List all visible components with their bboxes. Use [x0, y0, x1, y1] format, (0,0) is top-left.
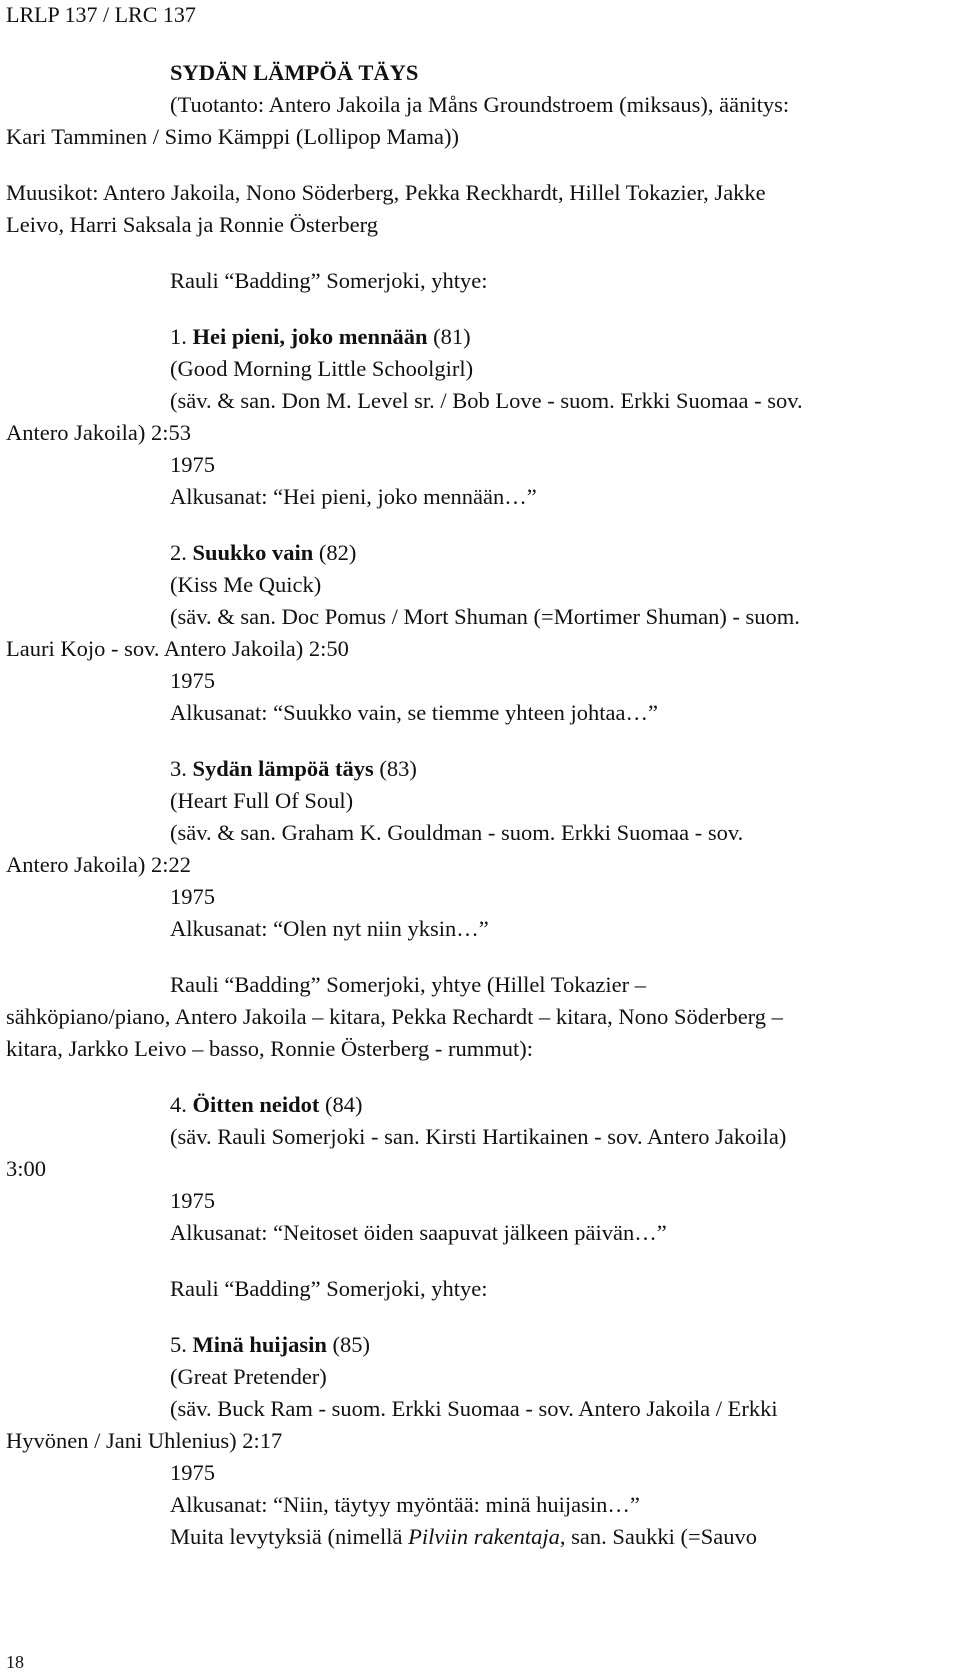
track-3-credits-1: (säv. & san. Graham K. Gouldman - suom. Erkki Suomaa - sov.	[170, 820, 744, 845]
track-2-lyrics: Alkusanat: “Suukko vain, se tiemme yhteen johtaa…”	[170, 700, 659, 725]
track-5-lyrics: Alkusanat: “Niin, täytyy myöntää: minä huijasin…”	[170, 1492, 640, 1517]
track-5-credits-1: (säv. Buck Ram - suom. Erkki Suomaa - sov. Antero Jakoila / Erkki	[170, 1396, 778, 1421]
production-line-2: Kari Tamminen / Simo Kämppi (Lollipop Mama))	[6, 124, 459, 149]
band-credit-line-3: kitara, Jarkko Leivo – basso, Ronnie Österberg - rummut):	[6, 1036, 533, 1061]
track-1-original: (Good Morning Little Schoolgirl)	[170, 356, 474, 381]
track-5-year: 1975	[170, 1460, 215, 1485]
track-4-lyrics: Alkusanat: “Neitoset öiden saapuvat jälkeen päivän…”	[170, 1220, 667, 1245]
track-2-heading: 2. Suukko vain (82)	[170, 540, 357, 565]
track-2-title: Suukko vain	[192, 540, 314, 565]
track-1-title: Hei pieni, joko mennään	[192, 324, 428, 349]
track-5-credits-2: Hyvönen / Jani Uhlenius) 2:17	[6, 1428, 283, 1453]
track-4-credits-1: (säv. Rauli Somerjoki - san. Kirsti Hartikainen - sov. Antero Jakoila)	[170, 1124, 787, 1149]
track-2-original: (Kiss Me Quick)	[170, 572, 322, 597]
artist-credit: Rauli “Badding” Somerjoki, yhtye:	[170, 268, 488, 293]
track-4-year: 1975	[170, 1188, 215, 1213]
alt-title: Pilviin rakentaja	[408, 1524, 560, 1549]
track-5-other-recordings: Muita levytyksiä (nimellä Pilviin rakentaja, san. Saukki (=Sauvo	[170, 1524, 757, 1549]
track-4-heading: 4. Öitten neidot (84)	[170, 1092, 363, 1117]
production-line-1: (Tuotanto: Antero Jakoila ja Måns Groundstroem (miksaus), äänitys:	[170, 92, 790, 117]
musicians-line-1: Muusikot: Antero Jakoila, Nono Söderberg, Pekka Reckhardt, Hillel Tokazier, Jakke	[6, 180, 766, 205]
track-3-original: (Heart Full Of Soul)	[170, 788, 354, 813]
track-2-credits-2: Lauri Kojo - sov. Antero Jakoila) 2:50	[6, 636, 349, 661]
track-1-heading: 1. Hei pieni, joko mennään (81)	[170, 324, 471, 349]
page-header: LRLP 137 / LRC 137	[6, 2, 196, 27]
artist-credit-2: Rauli “Badding” Somerjoki, yhtye:	[170, 1276, 488, 1301]
track-3-credits-2: Antero Jakoila) 2:22	[6, 852, 191, 877]
track-2-credits-1: (säv. & san. Doc Pomus / Mort Shuman (=Mortimer Shuman) - suom.	[170, 604, 800, 629]
track-1-credits-2: Antero Jakoila) 2:53	[6, 420, 191, 445]
track-4-duration: 3:00	[6, 1156, 47, 1181]
track-5-original: (Great Pretender)	[170, 1364, 327, 1389]
track-3-title: Sydän lämpöä täys	[192, 756, 374, 781]
track-3-heading: 3. Sydän lämpöä täys (83)	[170, 756, 417, 781]
band-credit-line-2: sähköpiano/piano, Antero Jakoila – kitara, Pekka Rechardt – kitara, Nono Söderberg –	[6, 1004, 783, 1029]
track-3-year: 1975	[170, 884, 215, 909]
track-2-year: 1975	[170, 668, 215, 693]
band-credit-line-1: Rauli “Badding” Somerjoki, yhtye (Hillel Tokazier –	[170, 972, 647, 997]
track-4-title: Öitten neidot	[192, 1092, 320, 1117]
track-1-year: 1975	[170, 452, 215, 477]
track-1-lyrics: Alkusanat: “Hei pieni, joko mennään…”	[170, 484, 537, 509]
album-title: SYDÄN LÄMPÖÄ TÄYS	[170, 60, 419, 85]
track-1-credits-1: (säv. & san. Don M. Level sr. / Bob Love - suom. Erkki Suomaa - sov.	[170, 388, 803, 413]
page-number: 18	[6, 1652, 24, 1672]
track-3-lyrics: Alkusanat: “Olen nyt niin yksin…”	[170, 916, 489, 941]
track-5-title: Minä huijasin	[192, 1332, 327, 1357]
musicians-line-2: Leivo, Harri Saksala ja Ronnie Österberg	[6, 212, 378, 237]
track-5-heading: 5. Minä huijasin (85)	[170, 1332, 371, 1357]
